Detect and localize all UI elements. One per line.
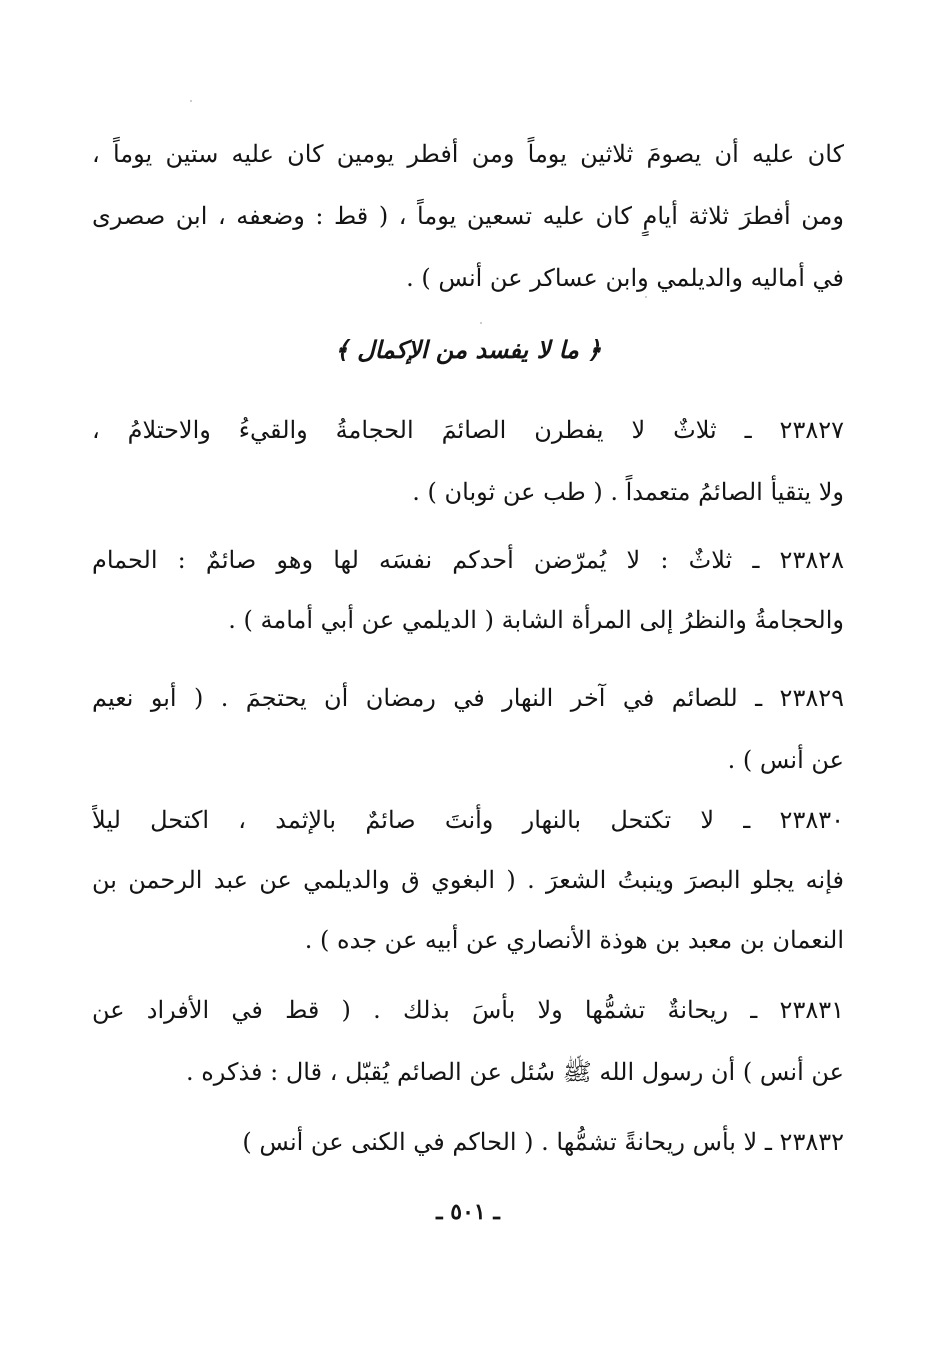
continuation-line-3: في أماليه والديلمي وابن عساكر عن أنس ) .: [406, 264, 844, 292]
hadith-23830-line-1: ٢٣٨٣٠ ـ لا تكتحل بالنهار وأنتَ صائمٌ بالإثمد ، اكتحل ليلاً: [92, 806, 844, 834]
continuation-line-2: ومن أفطرَ ثلاثة أيامٍ كان عليه تسعين يوماً ، ( قط : وضعفه ، ابن صصرى: [92, 202, 844, 230]
section-heading: ﴿ ما لا يفسد من الإكمال ﴾: [334, 335, 602, 364]
continuation-line-1: كان عليه أن يصومَ ثلاثين يوماً ومن أفطر يومين كان عليه ستين يوماً ،: [92, 140, 844, 168]
hadith-23830-line-2: فإنه يجلو البصرَ وينبتُ الشعرَ . ( البغوي ق والديلمي عن عبد الرحمن بن: [92, 866, 844, 894]
hadith-23830-line-3: النعمان بن معبد بن هوذة الأنصاري عن أبيه عن جده ) .: [304, 926, 844, 954]
scan-speck: [480, 322, 482, 324]
scan-speck: [190, 100, 192, 102]
hadith-23831-line-1: ٢٣٨٣١ ـ ريحانةٌ تشمُّها ولا بأسَ بذلك . ( قط في الأفراد عن: [92, 996, 844, 1024]
hadith-23828-line-1: ٢٣٨٢٨ ـ ثلاثٌ : لا يُمرّضن أحدكم نفسَه لها وهو صائمٌ : الحمام: [92, 546, 844, 574]
hadith-23831-line-2: عن أنس ) أن رسول الله ﷺ سُئل عن الصائم يُقبّل ، قال : فذكره .: [185, 1058, 844, 1086]
hadith-23828-line-2: والحجامةُ والنظرُ إلى المرأة الشابة ( الديلمي عن أبي أمامة ) .: [228, 606, 844, 634]
hadith-23829-line-1: ٢٣٨٢٩ ـ للصائم في آخر النهار في رمضان أن يحتجمَ . ( أبو نعيم: [92, 684, 844, 712]
hadith-23827-line-1: ٢٣٨٢٧ ـ ثلاثٌ لا يفطرن الصائمَ الحجامةُ والقيءُ والاحتلامُ ،: [92, 416, 844, 444]
hadith-23829-line-2: عن أنس ) .: [727, 746, 844, 774]
page-number: ـ ٥٠١ ـ: [436, 1199, 500, 1225]
hadith-23827-line-2: ولا يتقيأ الصائمُ متعمداً . ( طب عن ثوبان ) .: [412, 478, 844, 506]
hadith-23832-line-1: ٢٣٨٣٢ ـ لا بأس ريحانةً تشمُّها . ( الحاكم في الكنى عن أنس ): [242, 1128, 844, 1156]
